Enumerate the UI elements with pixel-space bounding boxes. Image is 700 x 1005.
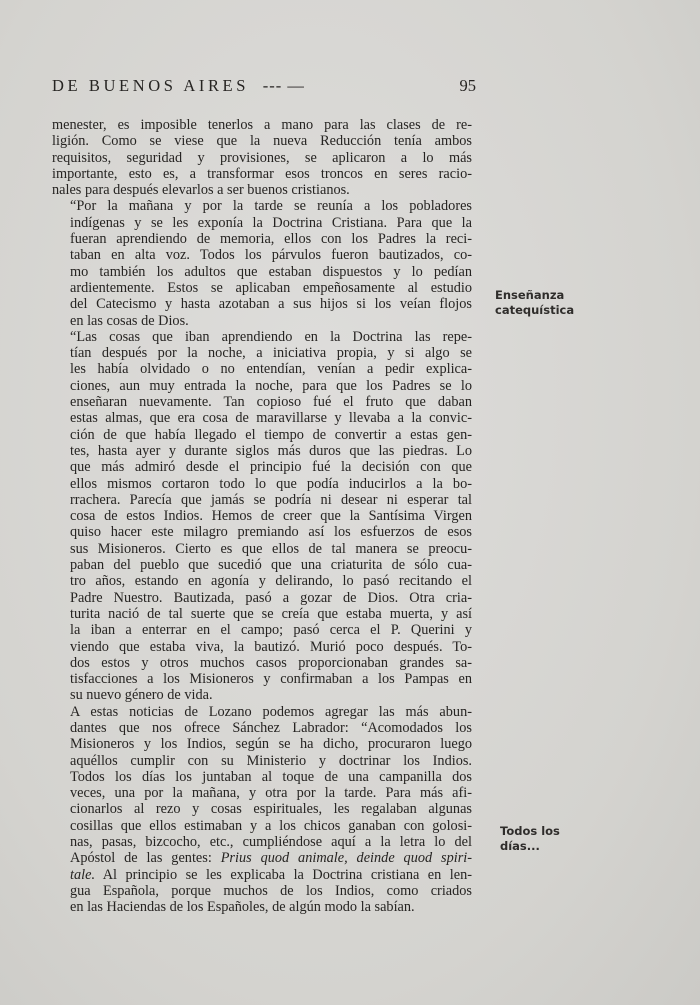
text-line: su nuevo género de vida. [70,687,213,704]
marginal-note-line: Todos los [500,824,560,838]
text-line: cosillas que ellos estimaban y a los chicos ganaban con golosi- [70,817,472,834]
text-line: fueran aprendiendo de memoria, ellos con los Padres la reci- [70,231,472,248]
text-line: ligión. Como se viese que la nueva Reducción tenía ambos [52,133,472,150]
text-line: dantes que nos ofrece Sánchez Labrador: “Acomodados los [70,719,472,736]
text-line: paban del pueblo que sucedió que una criaturita de sólo cua- [70,557,472,574]
text-line: estas almas, que era cosa de maravillarse y llevaba a la convic- [70,410,472,427]
paragraph-2 [52,198,472,328]
marginal-note-line: Enseñanza [495,288,565,302]
text-line: viendo que estaba viva, la bautizó. Murió poco después. To- [70,638,472,655]
quote-lead-in: Apóstol de las gentes: [70,850,212,867]
text-line: Misioneros y los Indios, según se ha dicho, procuraron luego [70,736,472,753]
text-line: gua Española, porque muchos de los Indios, como criados [70,882,472,899]
text-line: indígenas y se les exponía la Doctrina Cristiana. Para que la [70,214,472,231]
text-line: que más admiró desde el principio fué la decisión con que [70,459,472,476]
text-line: veces, una por la mañana, y otra por la tarde. Para más afi- [70,785,472,802]
text-line: la iban a enterrar en el campo; pasó cerca el P. Querini y [70,622,472,639]
text-line: ardientemente. Estos se aplicaban empeñosamente al estudio [70,279,472,296]
text-line: nales para después elevarlos a ser buenos cristianos. [52,182,350,199]
body-text [52,117,472,916]
marginal-note-catechism [495,288,574,318]
page-number: 95 [459,76,476,95]
text-line: cionarlos al rezo y cosas espirituales, les regalaban algunas [70,801,472,818]
text-line: taban en alta voz. Todos los párvulos fueron bautizados, co- [70,247,472,264]
marginal-note-line: días... [500,839,540,853]
text-line: ellos mismos cortaron todo lo que podía inducirlos a la bo- [70,475,472,492]
paragraph-4 [52,704,472,916]
text-line: tro años, estando en agonía y delirando, lo pasó recitando el [70,573,472,590]
text-line: “Las cosas que iban aprendiendo en la Doctrina las repe- [70,328,472,345]
text-line: Todos los días los juntaban al toque de una campanilla dos [70,768,472,785]
text-line: sus Misioneros. Cierto es que ellos de tal manera se preocu- [70,540,472,557]
text-line: importante, esto es, a transformar esos troncos en seres racio- [52,165,472,182]
latin-quote: Prius quod animale, deinde quod spiri- [220,850,473,867]
paragraph-3 [52,329,472,704]
text-line: en las cosas de Dios. [70,312,189,329]
text-line: cosa de estos Indios. Hemos de creer que la Santísima Virgen [70,508,472,525]
text-line: les había olvidado o no entendían, venían a pedir explica- [70,361,472,378]
latin-quote-end: tale. [70,866,96,883]
text-line: menester, es imposible tenerlos a mano para las clases de re- [52,117,472,133]
text-line: “Por la mañana y por la tarde se reunía a los pobladores [70,198,472,215]
text-line: tale. Al principio se les explicaba la Doctrina cristiana en len- [70,866,472,883]
marginal-note-every-day [500,824,560,854]
text-line: nas, pasas, bizcocho, etc., cumpliéndose aquí a la letra lo del [70,834,472,851]
running-head-title: DE BUENOS AIRES [52,76,250,95]
text-line-with-quote [52,850,472,866]
text-line: dos estos y otros muchos casos proporcionaban grandes sa- [70,654,472,671]
text-line: rrachera. Parecía que jamás se podría ni desear ni esperar tal [70,491,472,508]
text-line: en las Haciendas de los Españoles, de algún modo la sabían. [70,899,415,916]
paragraph-1 [52,117,472,198]
text-line: turita nació de tal suerte que se creía que estaba muerta, y así [70,605,472,622]
text-line: tes, hasta ayer y durante siglos más duros que las piedras. Lo [70,442,472,459]
text-line: del Catecismo y hasta azotaban a sus hijos si los veían flojos [70,296,472,313]
running-head-dashes: --- — [262,76,305,95]
running-head [52,76,476,96]
text-line: ciones, aun muy entrada la noche, para que los Padres se lo [70,377,472,394]
text-line: tisfacciones a los Misioneros y confirmaban a los Pampas en [70,671,472,688]
text-line: mo también los adultos que estaban dispuestos y lo pedían [70,263,472,280]
text-line: A estas noticias de Lozano podemos agregar las más abun- [70,703,472,720]
text-line: aquéllos cumplir con su Ministerio y doctrinar los Indios. [70,752,472,769]
marginal-note-line: catequística [495,303,575,317]
text-line: ción de que había llegado el tiempo de convertir a estas gen- [70,426,472,443]
text-line: enseñaran nuevamente. Tan copioso fué el fruto que daban [70,394,472,411]
text-line: Padre Nuestro. Bautizada, pasó a gozar de Dios. Otra cria- [70,589,472,606]
text-line: quiso hacer este milagro premiando así los esfuerzos de esos [70,524,472,541]
text-line: tían después por la noche, a iniciativa propia, y si algo se [70,345,472,362]
text-line: requisitos, seguridad y provisiones, se aplicaron a lo más [52,149,472,166]
